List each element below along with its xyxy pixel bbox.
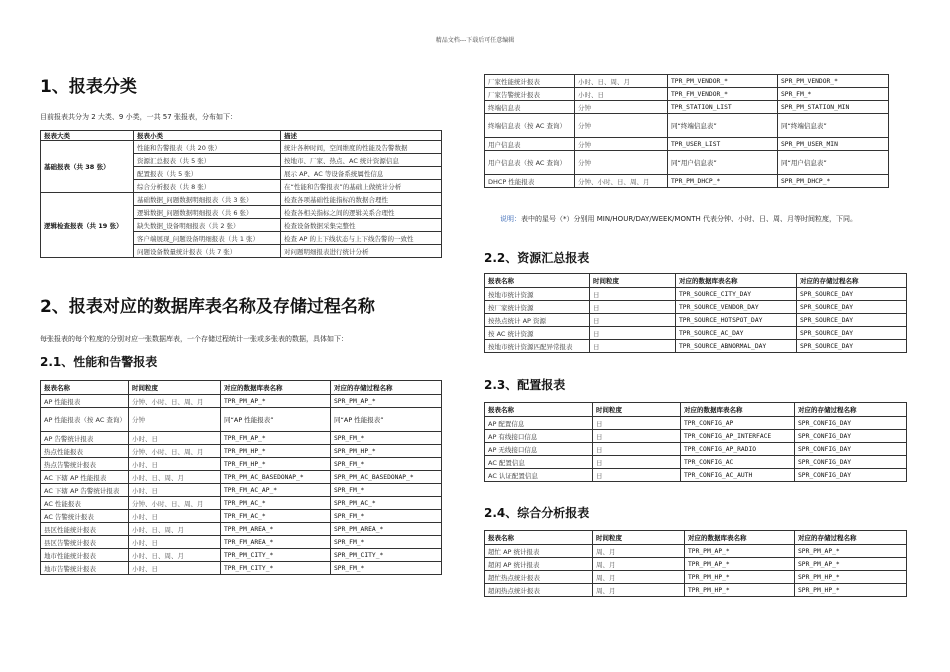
table-cell: 日 — [593, 417, 681, 430]
header-row — [41, 381, 442, 395]
table-cell: 周、月 — [593, 571, 685, 584]
table-row — [485, 327, 907, 340]
table-cell: 按 AC 统计资源 — [485, 327, 590, 340]
table-cell: 分钟 — [129, 408, 221, 432]
table-row — [41, 395, 442, 408]
table-cell: 日 — [590, 327, 676, 340]
analysis-table — [484, 530, 907, 597]
table-cell: TPR_FM_AC_* — [221, 510, 331, 523]
table-cell: SPR_FM_* — [331, 536, 442, 549]
table-cell: 日 — [590, 288, 676, 301]
table-cell: 客户端展现_问题设备明细报表（共 1 张） — [134, 232, 281, 245]
table-cell: 小时、日、周、月 — [129, 549, 221, 562]
table-row — [485, 545, 907, 558]
table-cell: 小时、日、周、月 — [129, 523, 221, 536]
table-cell: 性能和告警报表（共 20 张） — [134, 141, 281, 154]
table-cell: SPR_PM_HP_* — [795, 584, 907, 597]
table-cell: SPR_SOURCE_DAY — [797, 314, 907, 327]
table-cell: SPR_SOURCE_DAY — [797, 301, 907, 314]
table-cell: SPR_PM_CITY_* — [331, 549, 442, 562]
table-cell: SPR_PM_AP_* — [795, 558, 907, 571]
table-cell: AP 性能报表 — [41, 395, 129, 408]
table-cell: SPR_FM_* — [331, 432, 442, 445]
table-cell: TPR_CONFIG_AC — [681, 456, 795, 469]
col-header: 对应的数据库表名称 — [685, 531, 795, 545]
table-cell: TPR_CONFIG_AP — [681, 417, 795, 430]
table-cell: 按厂家统计资源 — [485, 301, 590, 314]
table-cell: 厂家性能统计报表 — [485, 75, 575, 88]
col-header: 报表名称 — [41, 381, 129, 395]
col-header: 报表名称 — [485, 274, 590, 288]
table-cell: SPR_CONFIG_DAY — [795, 443, 907, 456]
table-cell: 周、月 — [593, 545, 685, 558]
table-cell: TPR_FM_AREA_* — [221, 536, 331, 549]
table-cell: TPR_PM_AREA_* — [221, 523, 331, 536]
table-cell: 基础数据_问题数据明细报表（共 3 张） — [134, 193, 281, 206]
table-cell: 同“用户信息表” — [668, 151, 778, 175]
table-cell: SPR_PM_AC_BASEDONAP_* — [331, 471, 442, 484]
config-table — [484, 402, 907, 482]
table-row — [41, 562, 442, 575]
col-header: 时间粒度 — [590, 274, 676, 288]
table-cell: 分钟、小时、日、周、月 — [129, 395, 221, 408]
table-cell: SPR_PM_AC_* — [331, 497, 442, 510]
table-row — [485, 101, 889, 114]
table-cell: SPR_SOURCE_DAY — [797, 327, 907, 340]
table-cell: TPR_FM_VENDOR_* — [668, 88, 778, 101]
table-cell: TPR_PM_AC_BASEDONAP_* — [221, 471, 331, 484]
table-cell: TPR_PM_AC_* — [221, 497, 331, 510]
table-cell: 日 — [590, 301, 676, 314]
table-row — [485, 138, 889, 151]
table-cell: AP 性能报表（按 AC 查询） — [41, 408, 129, 432]
section-2-1-title: 2.1、性能和告警报表 — [40, 355, 158, 369]
table-cell: 同“用户信息表” — [778, 151, 889, 175]
table-cell: SPR_SOURCE_DAY — [797, 288, 907, 301]
table-row — [41, 193, 442, 206]
header-row — [485, 403, 907, 417]
table-cell: TPR_SOURCE_ABNORMAL_DAY — [676, 340, 797, 353]
table-cell: 资源汇总报表（共 5 张） — [134, 154, 281, 167]
table-cell: 小时、日 — [129, 510, 221, 523]
table-cell: 终端信息表（按 AC 查询） — [485, 114, 575, 138]
table-row — [41, 432, 442, 445]
table-row — [485, 417, 907, 430]
table-cell: 对问题明细报表进行统计分析 — [281, 245, 442, 258]
table-cell: 分钟、小时、日、周、月 — [129, 445, 221, 458]
resource-summary-table — [484, 273, 907, 353]
table-cell: 小时、日 — [129, 432, 221, 445]
table-cell: TPR_PM_AP_* — [685, 558, 795, 571]
table-cell: 按地市统计资源匹配异常报表 — [485, 340, 590, 353]
table-cell: 小时、日 — [575, 88, 668, 101]
table-cell: 在“性能和告警报表”的基础上做统计分析 — [281, 180, 442, 193]
table-cell: TPR_SOURCE_HOTSPOT_DAY — [676, 314, 797, 327]
table-row — [485, 75, 889, 88]
table-cell: TPR_SOURCE_AC_DAY — [676, 327, 797, 340]
table-cell: 终端信息表 — [485, 101, 575, 114]
col-header: 对应的数据库表名称 — [676, 274, 797, 288]
table-cell: TPR_FM_HP_* — [221, 458, 331, 471]
table-row — [41, 445, 442, 458]
table-cell: SPR_PM_AP_* — [331, 395, 442, 408]
table-cell: TPR_SOURCE_CITY_DAY — [676, 288, 797, 301]
table-cell: TPR_STATION_LIST — [668, 101, 778, 114]
table-cell: SPR_FM_* — [778, 88, 889, 101]
table-cell: SPR_PM_AP_* — [795, 545, 907, 558]
table-cell: 分钟 — [575, 114, 668, 138]
table-cell: AC 下辖 AP 性能报表 — [41, 471, 129, 484]
table-row — [485, 340, 907, 353]
table-cell: TPR_PM_CITY_* — [221, 549, 331, 562]
table-cell: 超闲 AP 统计报表 — [485, 558, 593, 571]
section-1-intro: 目前报表共分为 2 大类、9 小类，一共 57 张报表，分布如下： — [40, 113, 237, 121]
table-cell: TPR_FM_CITY_* — [221, 562, 331, 575]
table-cell: TPR_PM_HP_* — [221, 445, 331, 458]
table-cell: TPR_USER_LIST — [668, 138, 778, 151]
table-cell: 同“AP 性能报表” — [221, 408, 331, 432]
table-cell: AP 配置信息 — [485, 417, 593, 430]
note-text: 表中的星号（*）分别用 MIN/HOUR/DAY/WEEK/MONTH 代表分钟、小时、日、周、月等时间粒度，下同。 — [521, 215, 857, 223]
table-cell: 日 — [593, 469, 681, 482]
table-cell: SPR_PM_HP_* — [795, 571, 907, 584]
col-header: 描述 — [281, 131, 442, 141]
table-cell: SPR_FM_* — [331, 510, 442, 523]
table-cell: TPR_PM_AP_* — [685, 545, 795, 558]
table-row — [485, 584, 907, 597]
table-row — [41, 510, 442, 523]
table-cell: 用户信息表 — [485, 138, 575, 151]
col-header: 报表名称 — [485, 531, 593, 545]
table-cell: 小时、日 — [129, 484, 221, 497]
table-cell: AC 下辖 AP 告警统计报表 — [41, 484, 129, 497]
table-row — [485, 175, 889, 188]
table-row — [41, 141, 442, 154]
table-cell: TPR_PM_HP_* — [685, 584, 795, 597]
table-cell: 分钟 — [575, 138, 668, 151]
table-cell: 检查各相关指标之间的逻辑关系合理性 — [281, 206, 442, 219]
table-row — [41, 458, 442, 471]
col-header: 对应的数据库表名称 — [221, 381, 331, 395]
table-cell: 超闲热点统计报表 — [485, 584, 593, 597]
table-cell: 同“终端信息表” — [668, 114, 778, 138]
table-row — [41, 471, 442, 484]
table-cell: AC 告警统计报表 — [41, 510, 129, 523]
table-cell: 检查设备数据采集完整性 — [281, 219, 442, 232]
table-cell: 县区告警统计报表 — [41, 536, 129, 549]
table-cell: 小时、日、周、月 — [575, 75, 668, 88]
table-cell: TPR_PM_HP_* — [685, 571, 795, 584]
table-cell: TPR_SOURCE_VENDOR_DAY — [676, 301, 797, 314]
table-row — [485, 469, 907, 482]
col-header: 对应的存储过程名称 — [795, 403, 907, 417]
table-cell: 检查 AP 的上下线状态与上下线告警的一致性 — [281, 232, 442, 245]
col-header: 时间粒度 — [593, 531, 685, 545]
table-cell: TPR_PM_AP_* — [221, 395, 331, 408]
table-row — [41, 408, 442, 432]
table-cell: 日 — [590, 340, 676, 353]
section-2-4-title: 2.4、综合分析报表 — [484, 506, 590, 520]
table-cell: 分钟 — [575, 151, 668, 175]
perf-alarm-table — [40, 380, 442, 575]
table-cell: AC 配置信息 — [485, 456, 593, 469]
table-cell: TPR_FM_AC_AP_* — [221, 484, 331, 497]
table-cell: 周、月 — [593, 584, 685, 597]
table-cell: 小时、日 — [129, 562, 221, 575]
col-header: 报表小类 — [134, 131, 281, 141]
col-header: 时间粒度 — [129, 381, 221, 395]
table-cell: 日 — [593, 443, 681, 456]
table-cell: 分钟 — [575, 101, 668, 114]
table-cell: 同“AP 性能报表” — [331, 408, 442, 432]
table-row — [41, 523, 442, 536]
table-cell: TPR_CONFIG_AP_RADIO — [681, 443, 795, 456]
table-cell: 超忙 AP 统计报表 — [485, 545, 593, 558]
header-row — [485, 274, 907, 288]
col-header: 报表名称 — [485, 403, 593, 417]
col-header: 对应的数据库表名称 — [681, 403, 795, 417]
table-cell: SPR_FM_* — [331, 562, 442, 575]
table-cell: 统计各种时间，空间维度的性能及告警数据 — [281, 141, 442, 154]
table-cell: SPR_PM_HP_* — [331, 445, 442, 458]
table-cell: SPR_CONFIG_DAY — [795, 456, 907, 469]
table-cell: SPR_FM_* — [331, 458, 442, 471]
table-cell: TPR_FM_AP_* — [221, 432, 331, 445]
table-cell: 热点性能报表 — [41, 445, 129, 458]
col-header: 报表大类 — [41, 131, 134, 141]
table-cell: 分钟、小时、日、周、月 — [575, 175, 668, 188]
header-row — [485, 531, 907, 545]
table-cell: SPR_FM_* — [331, 484, 442, 497]
table-cell: DHCP 性能报表 — [485, 175, 575, 188]
category-cell: 基础报表（共 38 张） — [41, 141, 134, 193]
table-cell: 小时、日 — [129, 458, 221, 471]
table-row — [41, 536, 442, 549]
table-row — [485, 114, 889, 138]
table-row — [485, 443, 907, 456]
col-header: 对应的存储过程名称 — [795, 531, 907, 545]
col-header: 时间粒度 — [593, 403, 681, 417]
table-row — [485, 288, 907, 301]
table-cell: 缺失数据_设备明细报表（共 2 张） — [134, 219, 281, 232]
col-header: 对应的存储过程名称 — [331, 381, 442, 395]
category-cell: 逻辑检查报表（共 19 张） — [41, 193, 134, 258]
section-2-2-title: 2.2、资源汇总报表 — [484, 251, 590, 265]
table-cell: TPR_CONFIG_AC_AUTH — [681, 469, 795, 482]
table-cell: AP 有线接口信息 — [485, 430, 593, 443]
section-2-3-title: 2.3、配置报表 — [484, 378, 566, 392]
table-cell: 按地市、厂家、热点、AC 统计资源信息 — [281, 154, 442, 167]
table-row — [485, 571, 907, 584]
table-cell: 按地市统计资源 — [485, 288, 590, 301]
table-cell: SPR_PM_USER_MIN — [778, 138, 889, 151]
table-cell: 逻辑数据_问题数据明细报表（共 6 张） — [134, 206, 281, 219]
section-1-title: 1、报表分类 — [40, 77, 137, 97]
table-cell: TPR_PM_VENDOR_* — [668, 75, 778, 88]
table-cell: AC 认证配置信息 — [485, 469, 593, 482]
table-cell: 检查各项基础性能指标的数据合理性 — [281, 193, 442, 206]
table-cell: 按热点统计 AP 资源 — [485, 314, 590, 327]
table-row — [485, 301, 907, 314]
table-row — [41, 484, 442, 497]
col-header: 对应的存储过程名称 — [797, 274, 907, 288]
table-cell: 小时、日、周、月 — [129, 471, 221, 484]
table-row — [485, 456, 907, 469]
table-cell: 小时、日 — [129, 536, 221, 549]
page-header-note: 精品文档---下载后可任意编辑 — [435, 37, 515, 44]
table-cell: 展示 AP、AC 等设备系统属性信息 — [281, 167, 442, 180]
table-cell: SPR_PM_DHCP_* — [778, 175, 889, 188]
table-cell: 地市性能统计报表 — [41, 549, 129, 562]
table-cell: 超忙热点统计报表 — [485, 571, 593, 584]
report-category-table — [40, 130, 442, 258]
table-cell: SPR_PM_AREA_* — [331, 523, 442, 536]
table-row — [41, 497, 442, 510]
table-row — [485, 88, 889, 101]
table-cell: 热点告警统计报表 — [41, 458, 129, 471]
table-row — [485, 151, 889, 175]
table-cell: 用户信息表（按 AC 查询） — [485, 151, 575, 175]
table-cell: SPR_CONFIG_DAY — [795, 469, 907, 482]
table-cell: 周、月 — [593, 558, 685, 571]
table-cell: 县区性能统计报表 — [41, 523, 129, 536]
table-cell: SPR_PM_STATION_MIN — [778, 101, 889, 114]
table-cell: 日 — [593, 456, 681, 469]
table-cell: TPR_CONFIG_AP_INTERFACE — [681, 430, 795, 443]
table-cell: 日 — [593, 430, 681, 443]
table-cell: AP 无线接口信息 — [485, 443, 593, 456]
table-cell: SPR_PM_VENDOR_* — [778, 75, 889, 88]
table-cell: SPR_SOURCE_DAY — [797, 340, 907, 353]
table-row — [41, 549, 442, 562]
table-cell: 问题设备数量统计报表（共 7 张） — [134, 245, 281, 258]
table-cell: 分钟、小时、日、周、月 — [129, 497, 221, 510]
table-row — [485, 314, 907, 327]
table-cell: 日 — [590, 314, 676, 327]
note-paragraph — [500, 211, 910, 227]
table-cell: AC 性能报表 — [41, 497, 129, 510]
table-cell: SPR_CONFIG_DAY — [795, 430, 907, 443]
table-cell: SPR_CONFIG_DAY — [795, 417, 907, 430]
section-2-title: 2、报表对应的数据库表名称及存储过程名称 — [40, 297, 375, 317]
table-cell: 厂家告警统计报表 — [485, 88, 575, 101]
table-row — [485, 430, 907, 443]
table-row — [485, 558, 907, 571]
table-cell: AP 告警统计报表 — [41, 432, 129, 445]
table-cell: 配置报表（共 5 张） — [134, 167, 281, 180]
table-cell: TPR_PM_DHCP_* — [668, 175, 778, 188]
table-cell: 综合分析报表（共 8 张） — [134, 180, 281, 193]
table-cell: 地市告警统计报表 — [41, 562, 129, 575]
table-cell: 同“终端信息表” — [778, 114, 889, 138]
section-2-intro: 每张报表的每个粒度的分别对应一张数据库表，一个存储过程统计一张或多张表的数据，具体如下： — [40, 335, 348, 343]
perf-alarm-table-continued — [484, 74, 889, 188]
note-label: 说明： — [500, 215, 521, 223]
